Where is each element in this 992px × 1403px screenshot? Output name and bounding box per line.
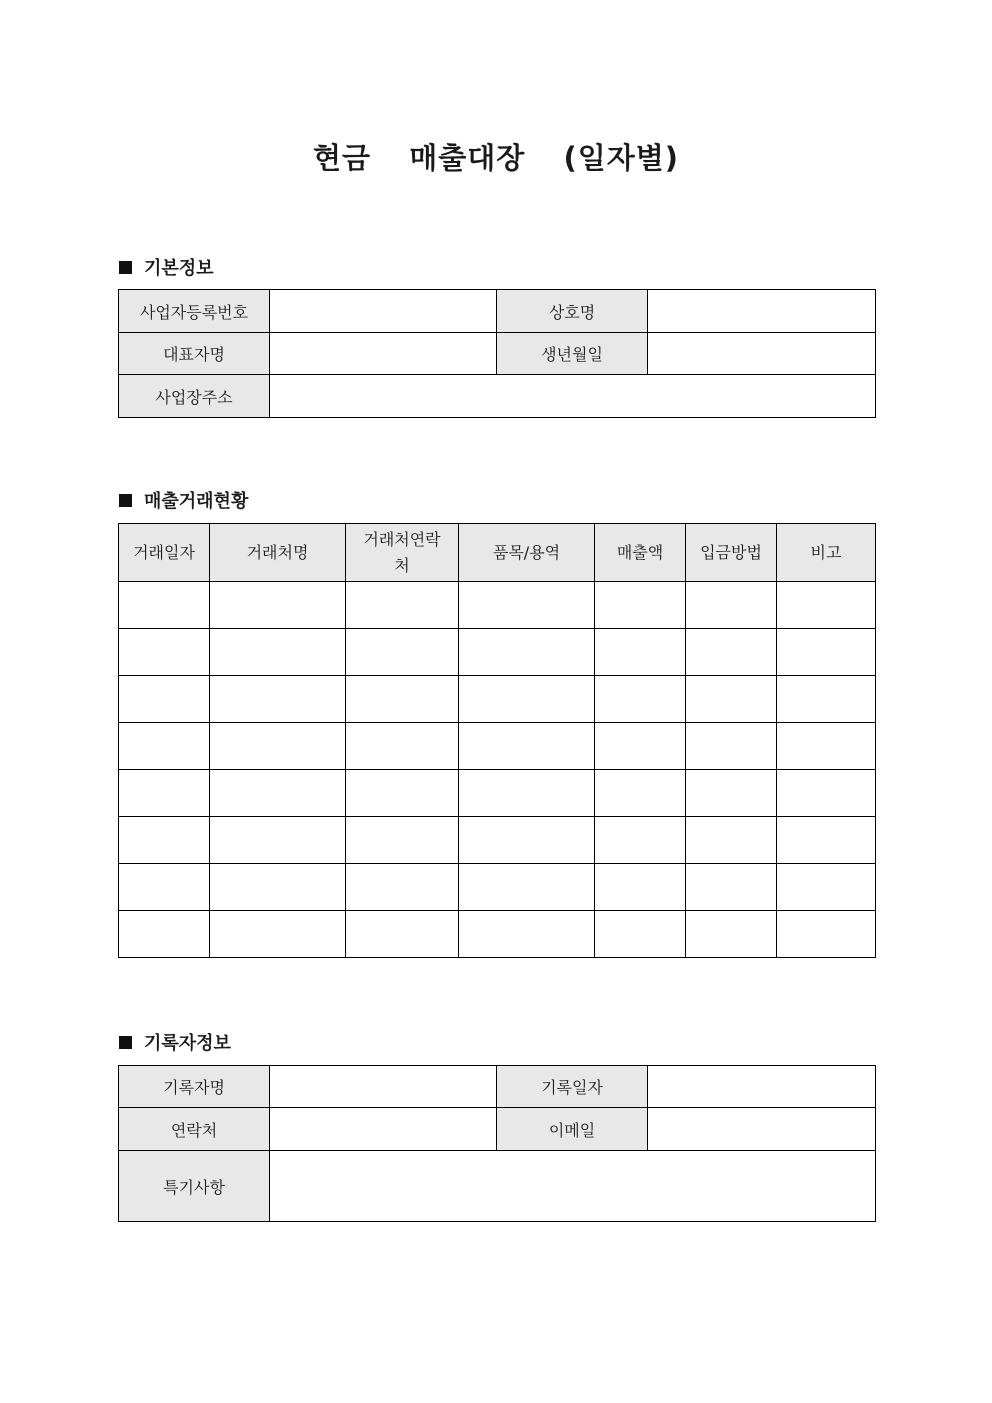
email-label: 이메일 [497, 1108, 648, 1151]
table-cell[interactable] [777, 676, 876, 723]
address-label: 사업장주소 [119, 375, 270, 418]
recorder-table [118, 1065, 876, 1222]
table-cell[interactable] [595, 770, 686, 817]
recorder-heading [119, 1029, 231, 1055]
table-row [119, 911, 876, 958]
representative-field[interactable] [270, 333, 497, 375]
recorder-name-field[interactable] [270, 1066, 497, 1108]
square-bullet-icon [119, 1036, 132, 1049]
contact-label: 연락처 [119, 1108, 270, 1151]
table-cell[interactable] [777, 817, 876, 864]
column-header: 거래처명 [210, 524, 346, 582]
column-header: 품목/용역 [459, 524, 595, 582]
table-cell[interactable] [686, 864, 777, 911]
company-name-field[interactable] [648, 290, 876, 333]
table-cell[interactable] [595, 676, 686, 723]
company-name-label: 상호명 [497, 290, 648, 333]
table-cell[interactable] [119, 629, 210, 676]
sales-header-row [119, 524, 876, 582]
table-cell[interactable] [595, 911, 686, 958]
table-row [119, 723, 876, 770]
remarks-label: 특기사항 [119, 1151, 270, 1222]
address-field[interactable] [270, 375, 876, 418]
table-cell[interactable] [210, 864, 346, 911]
table-cell[interactable] [119, 723, 210, 770]
table-cell[interactable] [346, 817, 459, 864]
table-cell[interactable] [777, 911, 876, 958]
email-field[interactable] [648, 1108, 876, 1151]
table-cell[interactable] [210, 676, 346, 723]
table-cell[interactable] [595, 817, 686, 864]
table-cell[interactable] [346, 723, 459, 770]
basic-info-heading-text: 기본정보 [144, 258, 214, 279]
table-cell[interactable] [777, 582, 876, 629]
table-row [119, 817, 876, 864]
record-date-field[interactable] [648, 1066, 876, 1108]
table-cell[interactable] [210, 629, 346, 676]
table-cell[interactable] [210, 770, 346, 817]
table-cell[interactable] [119, 817, 210, 864]
table-cell[interactable] [119, 911, 210, 958]
table-cell[interactable] [459, 629, 595, 676]
table-cell[interactable] [459, 911, 595, 958]
table-cell[interactable] [686, 676, 777, 723]
basic-info-table [118, 289, 876, 418]
table-cell[interactable] [595, 723, 686, 770]
table-row [119, 629, 876, 676]
square-bullet-icon [119, 494, 132, 507]
table-cell[interactable] [777, 770, 876, 817]
contact-field[interactable] [270, 1108, 497, 1151]
birth-date-field[interactable] [648, 333, 876, 375]
birth-date-label: 생년월일 [497, 333, 648, 375]
table-cell[interactable] [210, 911, 346, 958]
table-cell[interactable] [686, 911, 777, 958]
table-cell[interactable] [459, 723, 595, 770]
table-cell[interactable] [777, 864, 876, 911]
table-cell[interactable] [595, 629, 686, 676]
table-row [119, 864, 876, 911]
recorder-heading-text: 기록자정보 [144, 1033, 231, 1054]
business-reg-no-field[interactable] [270, 290, 497, 333]
representative-label: 대표자명 [119, 333, 270, 375]
record-date-label: 기록일자 [497, 1066, 648, 1108]
table-cell[interactable] [346, 911, 459, 958]
sales-heading-text: 매출거래현황 [144, 491, 249, 512]
table-cell[interactable] [346, 676, 459, 723]
sales-heading [119, 487, 248, 513]
table-cell[interactable] [686, 723, 777, 770]
column-header: 거래일자 [119, 524, 210, 582]
table-cell[interactable] [210, 723, 346, 770]
basic-info-heading [119, 254, 214, 280]
table-cell[interactable] [346, 770, 459, 817]
table-cell[interactable] [459, 864, 595, 911]
table-cell[interactable] [459, 817, 595, 864]
table-cell[interactable] [777, 629, 876, 676]
table-cell[interactable] [459, 676, 595, 723]
table-cell[interactable] [119, 770, 210, 817]
table-cell[interactable] [119, 582, 210, 629]
business-reg-no-label: 사업자등록번호 [119, 290, 270, 333]
table-cell[interactable] [595, 582, 686, 629]
table-cell[interactable] [459, 582, 595, 629]
column-header: 거래처연락처 [346, 524, 459, 582]
recorder-name-label: 기록자명 [119, 1066, 270, 1108]
page-title: 현금 매출대장 (일자별) [312, 141, 680, 175]
table-cell[interactable] [595, 864, 686, 911]
table-cell[interactable] [346, 864, 459, 911]
table-cell[interactable] [210, 817, 346, 864]
remarks-field[interactable] [270, 1151, 876, 1222]
table-cell[interactable] [119, 864, 210, 911]
table-cell[interactable] [459, 770, 595, 817]
column-header: 비고 [777, 524, 876, 582]
column-header: 매출액 [595, 524, 686, 582]
table-cell[interactable] [777, 723, 876, 770]
table-row [119, 676, 876, 723]
column-header: 입금방법 [686, 524, 777, 582]
table-cell[interactable] [686, 582, 777, 629]
table-cell[interactable] [346, 629, 459, 676]
table-row [119, 770, 876, 817]
table-cell[interactable] [686, 770, 777, 817]
table-cell[interactable] [686, 629, 777, 676]
square-bullet-icon [119, 261, 132, 274]
table-cell[interactable] [346, 582, 459, 629]
table-cell[interactable] [686, 817, 777, 864]
table-row [119, 582, 876, 629]
sales-table [118, 523, 876, 958]
table-cell[interactable] [210, 582, 346, 629]
table-cell[interactable] [119, 676, 210, 723]
